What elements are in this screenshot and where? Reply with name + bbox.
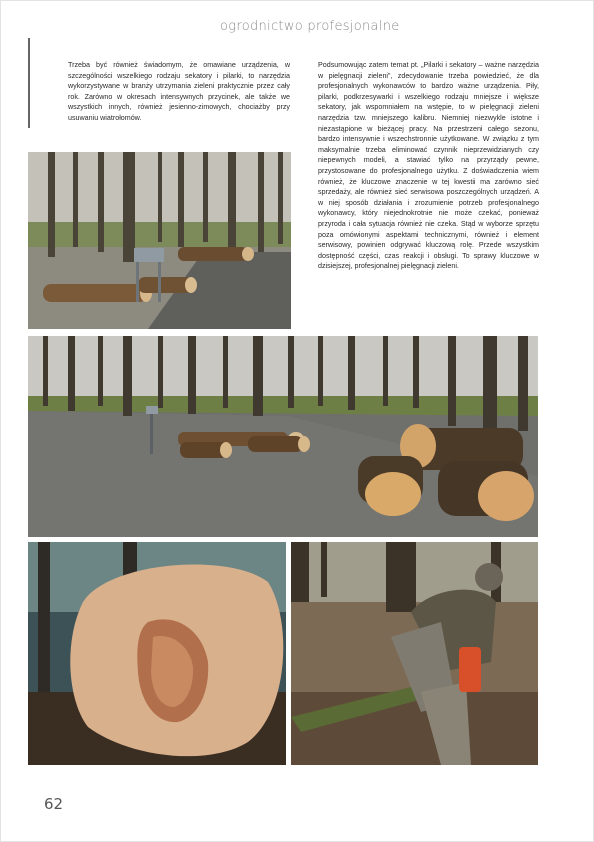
photo-worker-chainsaw (291, 542, 538, 765)
page-number: 62 (44, 795, 64, 813)
photo-path-with-logs (28, 336, 538, 537)
photo-trunk-cross-section (28, 542, 286, 765)
text-column-right: Podsumowując zatem temat pt. „Pilarki i sekatory – ważne narzędzia w pielęgnacji zieleni”, zdecydowanie trzeba powiedzieć, że dla profesjonalnych wykonawców to bardzo ważne urządzenia. Piły, pilarki, podkrzesywarki i wszelkiego rodzaju mniejsze i większe sekatory, jak wspomniałem na wstępie, to w pielęgnacji zieleni narzędzia tzw. mniejszego kalibru. Niemniej niezwykle istotne i niezastąpione w bieżącej pracy. Na przestrzeni całego sezonu, bardzo intensywnie i wszechstronnie użytkowane. W związku z tym maksymalnie trzeba eliminować czynnik nieprzewidzianych czy niepewnych modeli, a stawiać tylko na przyrządy pewne, przystosowane do profesjonalnego użytku. Z doświadczenia wiem również, że kluczowe znaczenie w tej kwestii ma zarówno sieć sprzedaży, ale również sieć serwisowa poszczególnych urządzeń. A w niej sposób działania i zrozumienie potrzeb profesjonalnego wykonawcy, który niejednokrotnie nie może czekać, ponieważ przyroda i cała sytuacja również nie czeka. Stąd w wyborze sprzętu poza omówionymi aspektami technicznymi, również i element serwisowy, powinien odgrywać kluczową rolę. Przede wszystkim dostępność części, czas reakcji i obsługi. To sprawy kluczowe w dzisiejszej, profesjonalnej pielęgnacji zieleni. (318, 61, 539, 271)
side-rule (28, 38, 30, 128)
section-title: ogrodnictwo profesjonalne (220, 19, 400, 34)
text-column-left: Trzeba być również świadomym, że omawiane urządzenia, w szczególności wszelkiego rodzaju sekatory i pilarki, to narzędzia wykorzystywane w branży utrzymania zieleni praktycznie przez cały rok. Zarówno w okresach intensywnych przycinek, ale także we wszystkich innych, również jesienno-zimowych, chociażby przy usuwaniu wiatrołomów. (68, 61, 290, 122)
photo-park-cut-logs (28, 152, 291, 329)
